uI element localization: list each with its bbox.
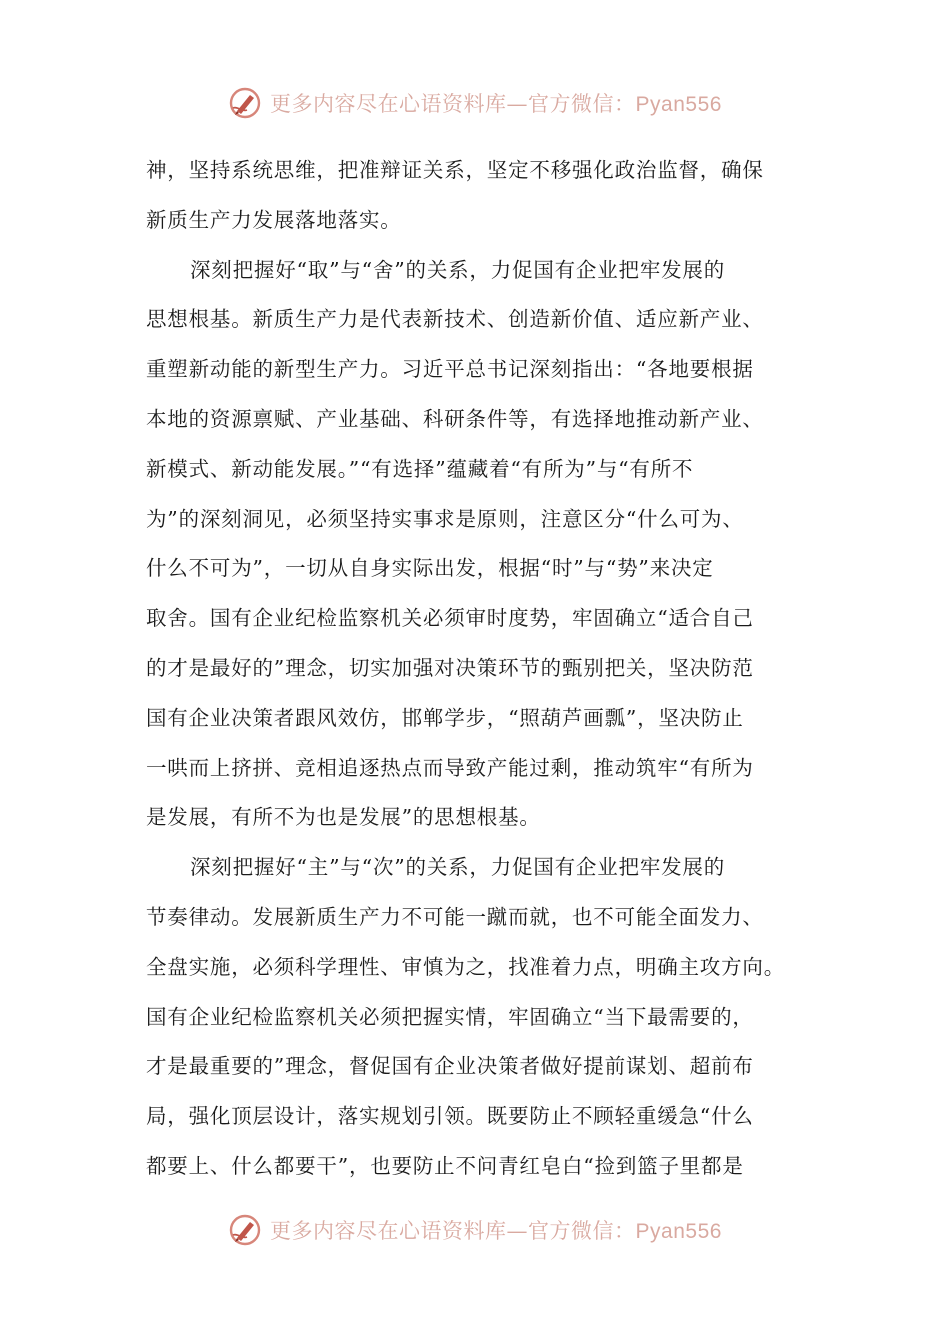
paragraph-start-line: 深刻把握好“主”与“次”的关系，力促国有企业把牢发展的 <box>190 855 726 880</box>
text-line: 新质生产力发展落地落实。 <box>146 207 402 232</box>
header-watermark <box>0 83 950 123</box>
text-line: 思想根基。新质生产力是代表新技术、创造新价值、适应新产业、 <box>146 307 764 332</box>
text-line: 的才是最好的”理念，切实加强对决策环节的甄别把关，坚决防范 <box>146 655 754 680</box>
text-line: 重塑新动能的新型生产力。习近平总书记深刻指出：“各地要根据 <box>146 357 754 382</box>
text-line: 全盘实施，必须科学理性、审慎为之，找准着力点，明确主攻方向。 <box>146 954 785 979</box>
text-line: 国有企业纪检监察机关必须把握实情，牢固确立“当下最需要的， <box>146 1004 754 1029</box>
text-line: 局，强化顶层设计，落实规划引领。既要防止不顾轻重缓急“什么 <box>146 1104 754 1129</box>
separator: — <box>506 1219 529 1243</box>
text-line: 一哄而上挤拼、竞相追逐热点而导致产能过剩，推动筑牢“有所为 <box>146 755 754 780</box>
text-line: 是发展，有所不为也是发展”的思想根基。 <box>146 805 541 830</box>
brand-text: 更多内容尽在心语资料库 <box>270 1219 507 1243</box>
text-line: 取舍。国有企业纪检监察机关必须审时度势，牢固确立“适合自己 <box>146 606 754 631</box>
watermark-text <box>270 1215 722 1245</box>
text-line: 都要上、什么都要干”，也要防止不问青红皂白“捡到篮子里都是 <box>146 1153 744 1178</box>
text-line: 节奏律动。发展新质生产力不可能一蹴而就，也不可能全面发力、 <box>146 904 764 929</box>
wechat-label: 官方微信： <box>528 1219 636 1243</box>
text-line: 国有企业决策者跟风效仿，邯郸学步，“照葫芦画瓢”，坚决防止 <box>146 705 744 730</box>
brand-text: 更多内容尽在心语资料库 <box>270 92 507 116</box>
wechat-label: 官方微信： <box>528 92 636 116</box>
wechat-id: Pyan556 <box>635 93 722 116</box>
text-line: 新模式、新动能发展。”“有选择”蕴藏着“有所为”与“有所不 <box>146 456 694 481</box>
text-line: 本地的资源禀赋、产业基础、科研条件等，有选择地推动新产业、 <box>146 406 764 431</box>
wechat-id: Pyan556 <box>635 1220 722 1243</box>
separator: — <box>506 92 529 116</box>
text-line: 为”的深刻洞见，必须坚持实事求是原则，注意区分“什么可为、 <box>146 506 744 531</box>
pen-logo-icon <box>228 86 262 120</box>
pen-logo-icon <box>228 1213 262 1247</box>
watermark-text <box>270 88 722 118</box>
document-body <box>146 146 808 1192</box>
text-line: 神，坚持系统思维，把准辩证关系，坚定不移强化政治监督，确保 <box>146 158 764 182</box>
text-line: 才是最重要的”理念，督促国有企业决策者做好提前谋划、超前布 <box>146 1054 754 1079</box>
footer-watermark <box>0 1210 950 1250</box>
paragraph-start-line: 深刻把握好“取”与“舍”的关系，力促国有企业把牢发展的 <box>190 257 726 282</box>
text-line: 什么不可为”，一切从自身实际出发，根据“时”与“势”来决定 <box>146 556 714 581</box>
